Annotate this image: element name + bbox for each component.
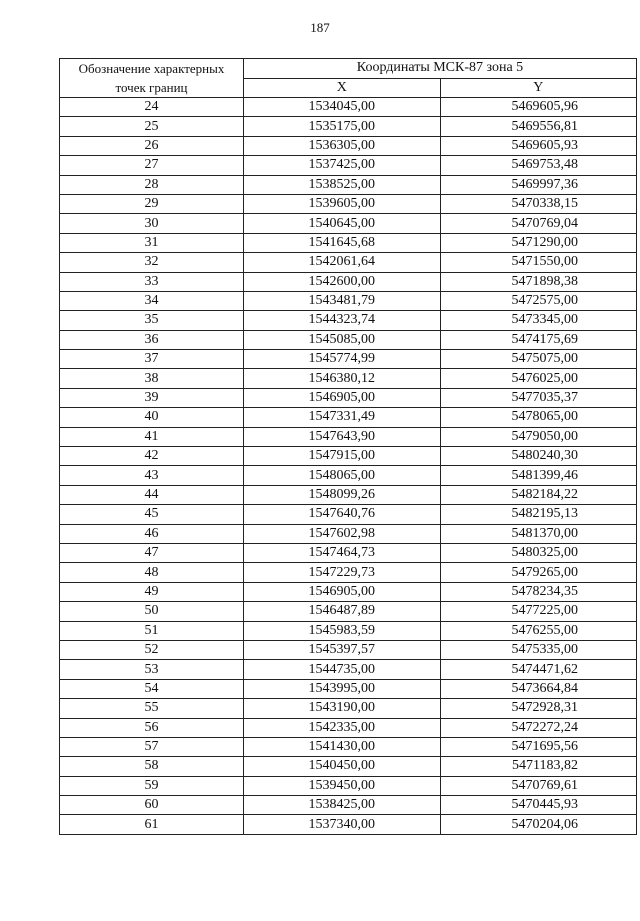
- cell-point: 58: [60, 757, 244, 776]
- cell-x: 1540450,00: [244, 757, 441, 776]
- cell-point: 50: [60, 602, 244, 621]
- table-header-row: [60, 59, 637, 79]
- table-row: [60, 98, 637, 117]
- header-coordinates: Координаты МСК-87 зона 5: [244, 59, 637, 79]
- cell-y: 5472575,00: [440, 291, 637, 310]
- cell-x: 1548099,26: [244, 485, 441, 504]
- cell-y: 5470769,04: [440, 214, 637, 233]
- table-row: [60, 194, 637, 213]
- table-row: [60, 679, 637, 698]
- cell-y: 5471695,56: [440, 737, 637, 756]
- cell-y: 5482184,22: [440, 485, 637, 504]
- cell-x: 1537425,00: [244, 156, 441, 175]
- cell-point: 54: [60, 679, 244, 698]
- cell-y: 5479050,00: [440, 427, 637, 446]
- cell-point: 26: [60, 136, 244, 155]
- cell-x: 1547229,73: [244, 563, 441, 582]
- cell-point: 45: [60, 505, 244, 524]
- table-row: [60, 602, 637, 621]
- cell-y: 5481399,46: [440, 466, 637, 485]
- cell-point: 28: [60, 175, 244, 194]
- cell-point: 57: [60, 737, 244, 756]
- cell-point: 40: [60, 408, 244, 427]
- cell-x: 1547640,76: [244, 505, 441, 524]
- cell-y: 5470445,93: [440, 796, 637, 815]
- table-row: [60, 330, 637, 349]
- header-y: Y: [440, 78, 637, 98]
- cell-point: 48: [60, 563, 244, 582]
- header-point-line2: точек границ: [115, 80, 188, 95]
- cell-x: 1547464,73: [244, 543, 441, 562]
- cell-point: 46: [60, 524, 244, 543]
- cell-x: 1539605,00: [244, 194, 441, 213]
- cell-x: 1534045,00: [244, 98, 441, 117]
- cell-y: 5474471,62: [440, 660, 637, 679]
- table-row: [60, 757, 637, 776]
- cell-y: 5479265,00: [440, 563, 637, 582]
- table-row: [60, 505, 637, 524]
- table-row: [60, 660, 637, 679]
- cell-y: 5477035,37: [440, 388, 637, 407]
- table-body: [60, 98, 637, 835]
- cell-point: 60: [60, 796, 244, 815]
- table-row: [60, 311, 637, 330]
- table-row: [60, 117, 637, 136]
- cell-point: 29: [60, 194, 244, 213]
- cell-point: 33: [60, 272, 244, 291]
- cell-x: 1543995,00: [244, 679, 441, 698]
- table-row: [60, 233, 637, 252]
- cell-y: 5475075,00: [440, 350, 637, 369]
- cell-y: 5469997,36: [440, 175, 637, 194]
- table-row: [60, 408, 637, 427]
- cell-y: 5470204,06: [440, 815, 637, 834]
- cell-point: 41: [60, 427, 244, 446]
- cell-point: 39: [60, 388, 244, 407]
- cell-point: 27: [60, 156, 244, 175]
- table-row: [60, 272, 637, 291]
- cell-y: 5471183,82: [440, 757, 637, 776]
- header-point-line1: Обозначение характерных: [78, 61, 225, 76]
- table-row: [60, 640, 637, 659]
- table-row: [60, 466, 637, 485]
- cell-x: 1538425,00: [244, 796, 441, 815]
- cell-y: 5469556,81: [440, 117, 637, 136]
- cell-point: 42: [60, 447, 244, 466]
- table-row: [60, 369, 637, 388]
- cell-y: 5471290,00: [440, 233, 637, 252]
- cell-x: 1543190,00: [244, 699, 441, 718]
- cell-y: 5480240,30: [440, 447, 637, 466]
- cell-x: 1542600,00: [244, 272, 441, 291]
- table-row: [60, 582, 637, 601]
- cell-point: 37: [60, 350, 244, 369]
- table-row: [60, 388, 637, 407]
- cell-point: 61: [60, 815, 244, 834]
- table-row: [60, 815, 637, 834]
- cell-y: 5476025,00: [440, 369, 637, 388]
- table-row: [60, 214, 637, 233]
- cell-x: 1543481,79: [244, 291, 441, 310]
- cell-x: 1547915,00: [244, 447, 441, 466]
- cell-x: 1536305,00: [244, 136, 441, 155]
- cell-x: 1535175,00: [244, 117, 441, 136]
- table-row: [60, 524, 637, 543]
- header-x: X: [244, 78, 441, 98]
- table-row: [60, 796, 637, 815]
- table-row: [60, 621, 637, 640]
- cell-point: 44: [60, 485, 244, 504]
- coordinates-table: [59, 58, 637, 835]
- cell-x: 1544323,74: [244, 311, 441, 330]
- cell-y: 5469605,96: [440, 98, 637, 117]
- cell-x: 1545983,59: [244, 621, 441, 640]
- cell-point: 38: [60, 369, 244, 388]
- table-row: [60, 427, 637, 446]
- cell-y: 5478065,00: [440, 408, 637, 427]
- cell-point: 56: [60, 718, 244, 737]
- cell-point: 25: [60, 117, 244, 136]
- cell-x: 1545085,00: [244, 330, 441, 349]
- cell-y: 5472928,31: [440, 699, 637, 718]
- cell-x: 1545397,57: [244, 640, 441, 659]
- page-number: 187: [310, 20, 330, 35]
- cell-point: 59: [60, 776, 244, 795]
- cell-y: 5475335,00: [440, 640, 637, 659]
- cell-x: 1542335,00: [244, 718, 441, 737]
- cell-y: 5473345,00: [440, 311, 637, 330]
- cell-point: 52: [60, 640, 244, 659]
- cell-point: 36: [60, 330, 244, 349]
- table-row: [60, 350, 637, 369]
- table-row: [60, 447, 637, 466]
- cell-point: 35: [60, 311, 244, 330]
- cell-x: 1539450,00: [244, 776, 441, 795]
- cell-x: 1542061,64: [244, 253, 441, 272]
- cell-y: 5482195,13: [440, 505, 637, 524]
- cell-x: 1540645,00: [244, 214, 441, 233]
- cell-x: 1547331,49: [244, 408, 441, 427]
- cell-y: 5473664,84: [440, 679, 637, 698]
- table-row: [60, 156, 637, 175]
- table-row: [60, 485, 637, 504]
- table-row: [60, 776, 637, 795]
- table-row: [60, 543, 637, 562]
- header-point-designation: [60, 59, 244, 98]
- cell-x: 1541645,68: [244, 233, 441, 252]
- cell-y: 5472272,24: [440, 718, 637, 737]
- cell-point: 30: [60, 214, 244, 233]
- cell-point: 43: [60, 466, 244, 485]
- cell-x: 1546905,00: [244, 388, 441, 407]
- cell-x: 1546905,00: [244, 582, 441, 601]
- cell-x: 1538525,00: [244, 175, 441, 194]
- cell-x: 1547643,90: [244, 427, 441, 446]
- cell-y: 5470769,61: [440, 776, 637, 795]
- table-row: [60, 136, 637, 155]
- cell-point: 47: [60, 543, 244, 562]
- cell-point: 24: [60, 98, 244, 117]
- table-row: [60, 737, 637, 756]
- table-row: [60, 291, 637, 310]
- cell-y: 5481370,00: [440, 524, 637, 543]
- cell-point: 31: [60, 233, 244, 252]
- cell-y: 5469753,48: [440, 156, 637, 175]
- cell-point: 53: [60, 660, 244, 679]
- cell-x: 1547602,98: [244, 524, 441, 543]
- cell-y: 5470338,15: [440, 194, 637, 213]
- cell-y: 5478234,35: [440, 582, 637, 601]
- cell-y: 5476255,00: [440, 621, 637, 640]
- cell-point: 55: [60, 699, 244, 718]
- cell-point: 49: [60, 582, 244, 601]
- table-row: [60, 699, 637, 718]
- table-row: [60, 718, 637, 737]
- cell-x: 1537340,00: [244, 815, 441, 834]
- cell-y: 5471550,00: [440, 253, 637, 272]
- table-row: [60, 253, 637, 272]
- cell-x: 1546487,89: [244, 602, 441, 621]
- cell-x: 1546380,12: [244, 369, 441, 388]
- cell-y: 5474175,69: [440, 330, 637, 349]
- table-row: [60, 175, 637, 194]
- cell-x: 1544735,00: [244, 660, 441, 679]
- cell-y: 5471898,38: [440, 272, 637, 291]
- cell-x: 1541430,00: [244, 737, 441, 756]
- cell-point: 51: [60, 621, 244, 640]
- cell-x: 1548065,00: [244, 466, 441, 485]
- cell-point: 34: [60, 291, 244, 310]
- cell-y: 5477225,00: [440, 602, 637, 621]
- cell-y: 5469605,93: [440, 136, 637, 155]
- cell-x: 1545774,99: [244, 350, 441, 369]
- table-row: [60, 563, 637, 582]
- cell-point: 32: [60, 253, 244, 272]
- cell-y: 5480325,00: [440, 543, 637, 562]
